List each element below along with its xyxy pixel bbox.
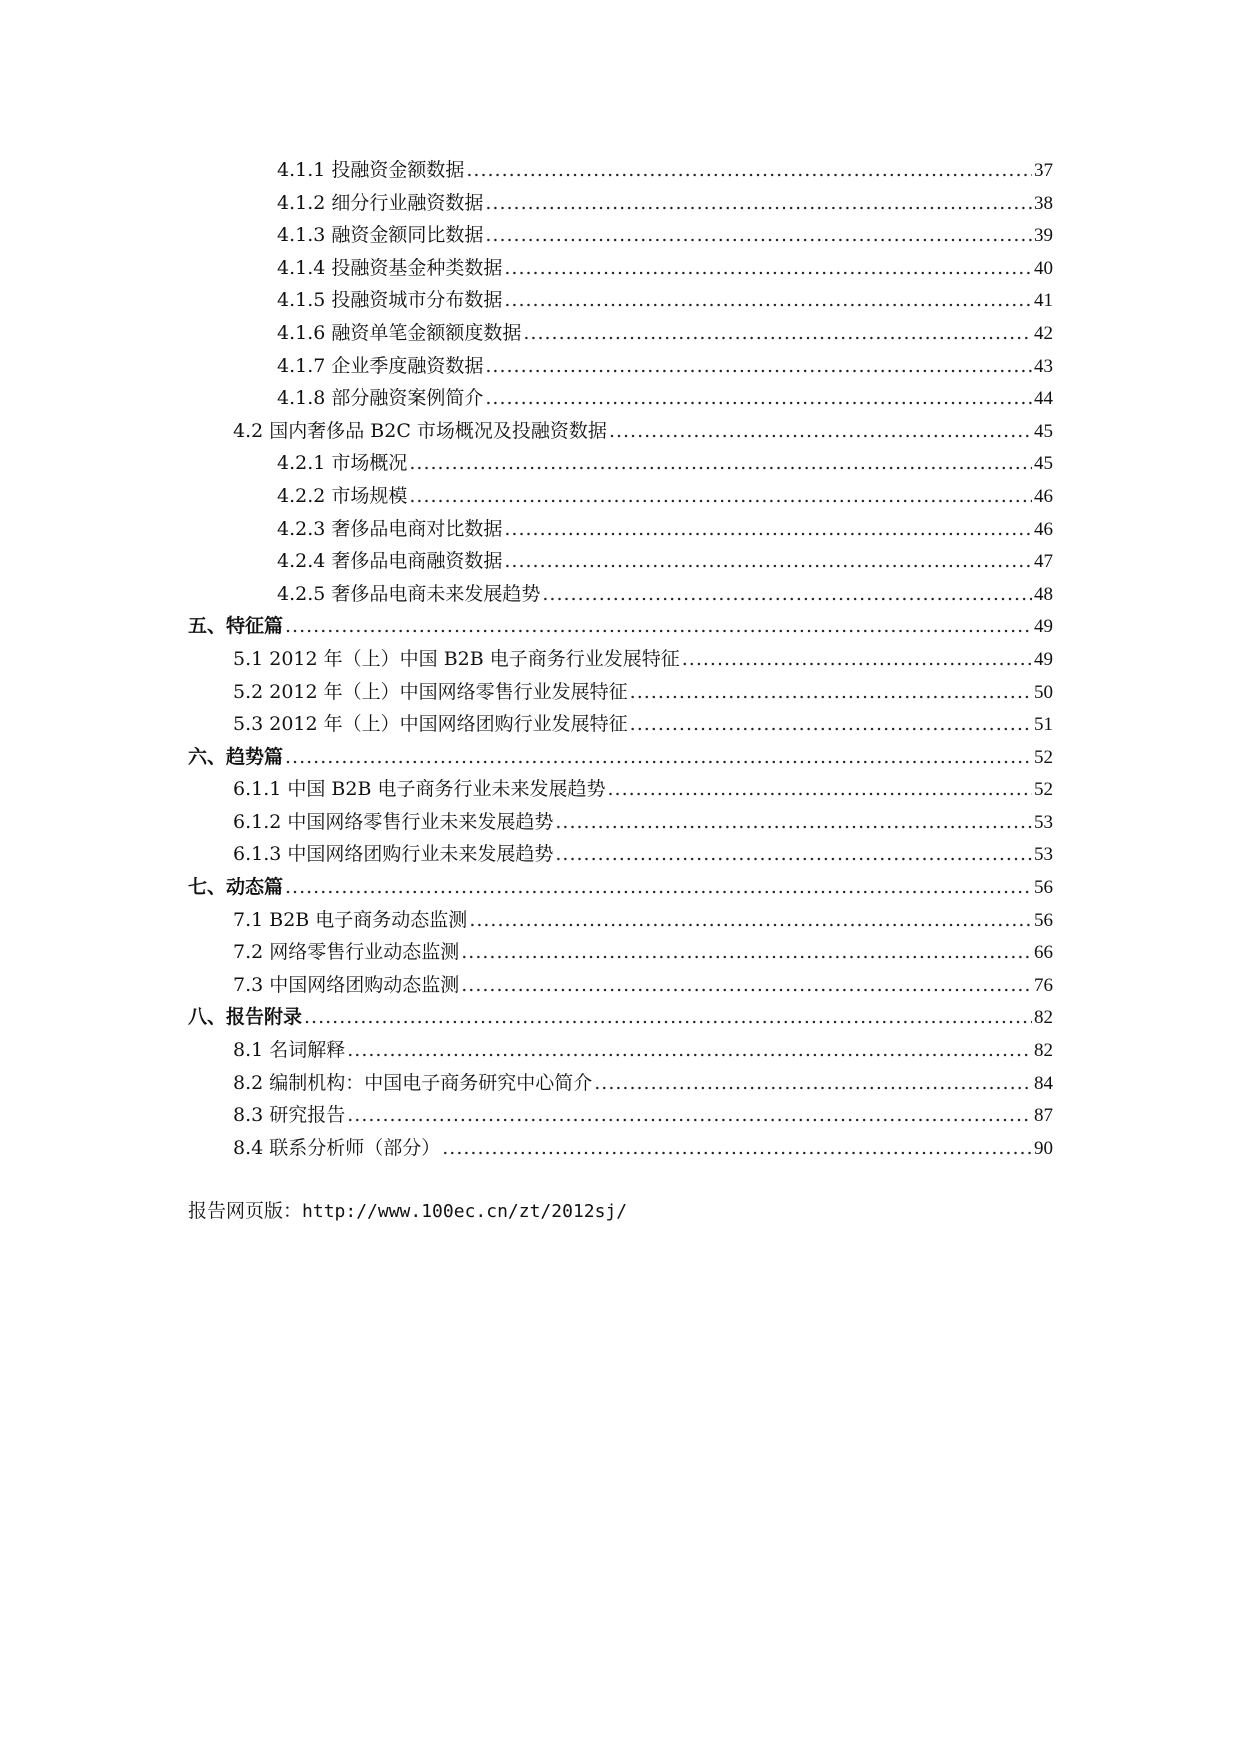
toc-entry[interactable] [188,284,1053,317]
toc-dot-leader [504,284,1032,317]
toc-entry-title: 5.2 2012 年（上）中国网络零售行业发展特征 [233,680,628,703]
toc-entry[interactable] [188,936,1053,969]
toc-entry[interactable] [188,643,1053,676]
report-web-version-line [188,1196,627,1223]
toc-dot-leader [555,806,1032,839]
toc-entry-title: 4.1.7 企业季度融资数据 [277,354,484,377]
toc-dot-leader [466,154,1032,187]
toc-entry-title: 4.1.1 投融资金额数据 [277,159,465,181]
web-version-url[interactable]: http://www.100ec.cn/zt/2012sj/ [302,1201,628,1222]
toc-entry-title: 六、趋势篇 [188,745,284,768]
toc-entry-title: 8.3 研究报告 [233,1104,346,1127]
toc-dot-leader [485,187,1032,220]
toc-entry-title: 4.2 国内奢侈品 B2C 市场概况及投融资数据 [233,419,607,442]
toc-entry-title: 4.1.6 融资单笔金额额度数据 [277,321,522,344]
toc-entry-title: 4.2.3 奢侈品电商对比数据 [277,517,503,540]
toc-entry-page-number: 76 [1034,974,1053,996]
toc-entry[interactable] [188,252,1053,285]
toc-entry-page-number: 53 [1034,844,1053,866]
toc-entry-page-number: 53 [1034,811,1053,833]
toc-dot-leader [555,838,1032,871]
toc-entry-page-number: 82 [1034,1007,1053,1029]
toc-entry-title: 五、特征篇 [188,615,284,638]
toc-entry[interactable] [188,838,1053,871]
toc-entry-page-number: 45 [1034,420,1053,442]
toc-dot-leader [469,904,1032,937]
toc-entry-page-number: 52 [1034,779,1053,801]
toc-entry-page-number: 46 [1034,518,1053,540]
toc-dot-leader [485,350,1032,383]
toc-entry[interactable] [188,1067,1053,1100]
toc-entry-page-number: 52 [1034,746,1053,768]
toc-entry-page-number: 40 [1034,257,1053,279]
toc-dot-leader [594,1067,1032,1100]
toc-entry-title: 6.1.2 中国网络零售行业未来发展趋势 [233,810,554,833]
toc-entry-title: 4.1.8 部分融资案例简介 [277,387,484,410]
toc-entry-page-number: 50 [1034,681,1053,703]
toc-dot-leader [485,382,1032,415]
toc-entry[interactable] [188,513,1053,546]
toc-entry[interactable] [188,708,1053,741]
toc-dot-leader [504,545,1032,578]
toc-entry-title: 4.2.1 市场概况 [277,452,408,475]
toc-entry-page-number: 90 [1034,1137,1053,1159]
toc-entry[interactable] [188,447,1053,480]
toc-dot-leader [461,969,1032,1002]
toc-entry-page-number: 41 [1034,290,1053,312]
toc-dot-leader [409,447,1032,480]
web-version-label: 报告网页版： [188,1200,303,1222]
toc-entry-title: 4.1.5 投融资城市分布数据 [277,289,503,312]
toc-entry[interactable] [188,1001,1053,1034]
toc-entry-title: 4.2.4 奢侈品电商融资数据 [277,550,503,573]
toc-entry[interactable] [188,219,1053,252]
toc-dot-leader [347,1099,1032,1132]
toc-entry-page-number: 46 [1034,485,1053,507]
toc-entry[interactable] [188,871,1053,904]
toc-entry-page-number: 56 [1034,877,1053,899]
toc-dot-leader [504,513,1032,546]
toc-entry-title: 八、报告附录 [188,1006,303,1029]
toc-entry-page-number: 87 [1034,1105,1053,1127]
toc-dot-leader [347,1034,1032,1067]
toc-entry-page-number: 51 [1034,714,1053,736]
toc-entry-page-number: 44 [1034,388,1053,410]
table-of-contents [188,154,1053,1164]
toc-dot-leader [442,1132,1032,1165]
toc-entry-title: 6.1.3 中国网络团购行业未来发展趋势 [233,843,554,866]
toc-dot-leader [682,643,1032,676]
toc-dot-leader [485,219,1032,252]
toc-dot-leader [409,480,1032,513]
toc-entry[interactable] [188,480,1053,513]
toc-entry-title: 4.1.4 投融资基金种类数据 [277,256,503,279]
toc-entry-page-number: 38 [1034,192,1053,214]
toc-dot-leader [630,708,1032,741]
toc-entry-title: 8.4 联系分析师（部分） [233,1136,441,1159]
toc-entry[interactable] [188,1099,1053,1132]
toc-entry-page-number: 45 [1034,453,1053,475]
toc-entry[interactable] [188,904,1053,937]
toc-entry-title: 七、动态篇 [188,876,284,899]
toc-dot-leader [630,676,1032,709]
toc-entry-title: 8.2 编制机构：中国电子商务研究中心简介 [233,1071,593,1094]
toc-entry-title: 4.2.2 市场规模 [277,484,408,507]
toc-entry-page-number: 49 [1034,648,1053,670]
toc-entry[interactable] [188,578,1053,611]
toc-entry[interactable] [188,1132,1053,1165]
toc-dot-leader [504,252,1032,285]
toc-entry[interactable] [188,1034,1053,1067]
toc-entry-title: 4.1.2 细分行业融资数据 [277,191,484,214]
toc-entry-page-number: 43 [1034,355,1053,377]
toc-dot-leader [285,871,1032,904]
toc-entry-page-number: 48 [1034,583,1053,605]
toc-entry-title: 5.3 2012 年（上）中国网络团购行业发展特征 [233,713,628,736]
toc-entry[interactable] [188,806,1053,839]
toc-entry[interactable] [188,969,1053,1002]
toc-entry-page-number: 84 [1034,1072,1053,1094]
toc-entry-title: 4.1.3 融资金额同比数据 [277,224,484,247]
toc-dot-leader [461,936,1032,969]
toc-entry[interactable] [188,382,1053,415]
toc-dot-leader [285,741,1032,774]
toc-entry-title: 7.1 B2B 电子商务动态监测 [233,908,468,931]
toc-entry[interactable] [188,187,1053,220]
toc-entry[interactable] [188,545,1053,578]
toc-entry-title: 4.2.5 奢侈品电商未来发展趋势 [277,582,541,605]
toc-entry[interactable] [188,350,1053,383]
toc-dot-leader [285,610,1032,643]
toc-entry[interactable] [188,415,1053,448]
toc-dot-leader [523,317,1032,350]
toc-dot-leader [609,415,1032,448]
toc-entry-title: 8.1 名词解释 [233,1039,346,1062]
toc-entry-page-number: 47 [1034,551,1053,573]
toc-entry-page-number: 56 [1034,909,1053,931]
toc-entry-page-number: 66 [1034,942,1053,964]
toc-dot-leader [542,578,1032,611]
toc-entry-title: 6.1.1 中国 B2B 电子商务行业未来发展趋势 [233,778,606,801]
toc-entry[interactable] [188,676,1053,709]
toc-entry[interactable] [188,773,1053,806]
toc-entry-page-number: 37 [1034,160,1053,181]
toc-entry[interactable] [188,741,1053,774]
toc-entry-page-number: 82 [1034,1040,1053,1062]
toc-entry-title: 7.3 中国网络团购动态监测 [233,973,460,996]
toc-entry[interactable] [188,610,1053,643]
toc-dot-leader [607,773,1032,806]
toc-entry-page-number: 49 [1034,616,1053,638]
toc-entry-page-number: 39 [1034,225,1053,247]
toc-entry[interactable] [188,317,1053,350]
toc-dot-leader [304,1001,1032,1034]
toc-entry-title: 7.2 网络零售行业动态监测 [233,941,460,964]
toc-entry[interactable] [188,154,1053,187]
toc-entry-page-number: 42 [1034,322,1053,344]
toc-entry-title: 5.1 2012 年（上）中国 B2B 电子商务行业发展特征 [233,647,680,670]
